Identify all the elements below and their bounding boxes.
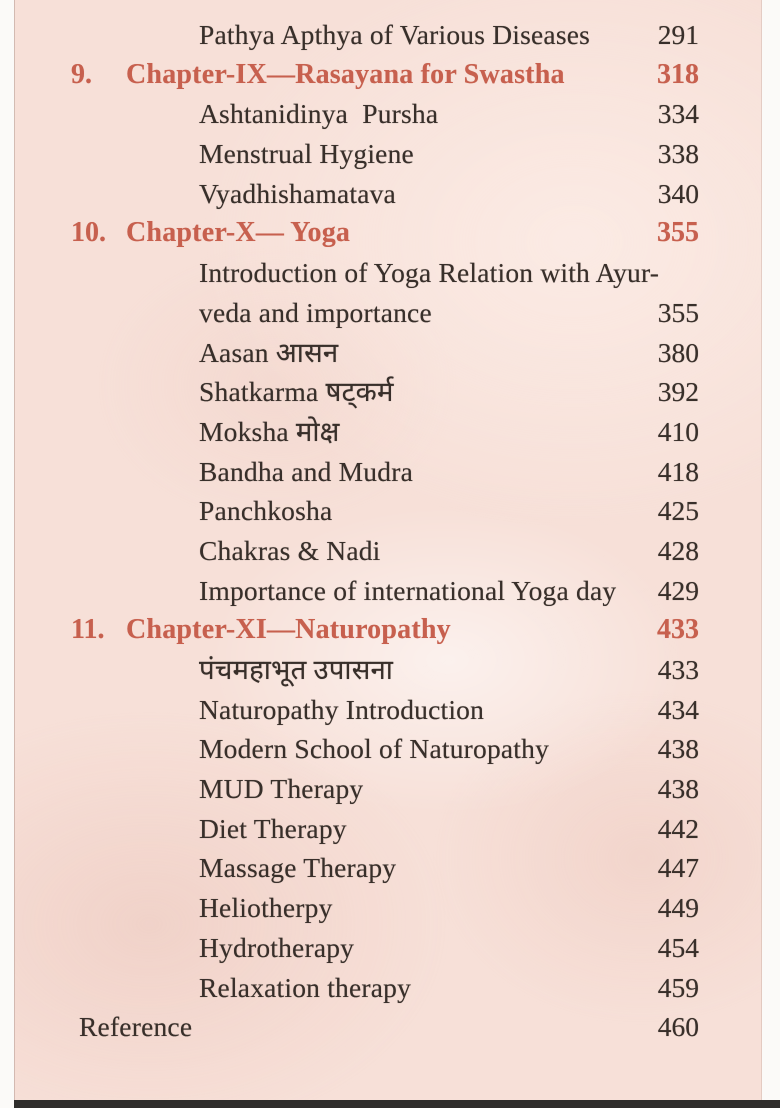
entry-title [15,1007,761,1047]
toc-entry [15,1007,761,1047]
entry-title-line: Relaxation therapy [199,971,412,1003]
entry-title [15,571,761,611]
entry-title [15,55,761,95]
toc-entry [15,174,761,214]
toc-entry [15,848,761,888]
entry-page-number: 438 [657,773,699,805]
entry-page-number: 380 [657,336,699,368]
entry-page-number: 355 [657,217,699,249]
toc-entry [15,650,761,690]
entry-title [15,174,761,214]
entry-page-number: 425 [657,495,699,527]
toc-entry [15,55,761,95]
entry-title [15,928,761,968]
entry-page-number: 355 [657,296,699,328]
toc-entry [15,729,761,769]
toc-entry [15,491,761,531]
entry-page-number: 291 [657,19,699,50]
entry-title-line: Chapter-IX—Rasayana for Swastha [126,58,565,90]
entry-title [15,134,761,174]
entry-page-number: 392 [657,376,699,408]
entry-title-line: Aasan आसन [199,336,339,368]
entry-page-number: 454 [657,931,699,963]
entry-page-number: 442 [657,812,699,844]
entry-title-line: Bandha and Mudra [199,455,413,487]
entry-title [15,491,761,531]
toc-entry [15,928,761,968]
entry-title [15,15,761,55]
entry-title-line: Modern School of Naturopathy [199,733,550,765]
paper-surface [14,0,762,1100]
entry-title [15,452,761,492]
toc-entry [15,134,761,174]
toc-entry [15,968,761,1008]
entry-title [15,809,761,849]
entry-page-number: 449 [657,892,699,924]
toc-entry [15,690,761,730]
entry-page-number: 340 [657,177,699,209]
entry-title [15,650,761,690]
entry-title-line: Shatkarma षट्कर्म [199,376,394,408]
toc-entry [15,213,761,253]
page-bottom-edge [14,1100,780,1108]
entry-title-line: Naturopathy Introduction [199,693,485,725]
entry-title [15,729,761,769]
entry-title-line: Hydrotherapy [199,931,355,963]
entry-page-number: 447 [657,852,699,884]
entry-title-line: Diet Therapy [199,812,347,844]
entry-page-number: 429 [657,574,699,606]
entry-title-line: Moksha मोक्ष [199,415,340,447]
entry-title [15,690,761,730]
entry-page-number: 318 [657,58,699,90]
entry-title [15,253,761,332]
entry-title-line: Reference [79,1011,193,1043]
entry-title-line: MUD Therapy [199,773,364,805]
toc-entry [15,452,761,492]
entry-page-number: 428 [657,534,699,566]
toc-entry [15,610,761,650]
entry-title-line: पंचमहाभूत उपासना [199,654,394,685]
entry-title [15,372,761,412]
entry-page-number: 460 [657,1011,699,1043]
toc-entry [15,253,761,332]
entry-title-line: Chapter-XI—Naturopathy [126,614,451,646]
entry-title-line: Introduction of Yoga Relation with Ayur- [199,257,660,289]
entry-title-line: Ashtanidinya Pursha [199,98,439,130]
entry-title-line: Vyadhishamatava [199,177,396,209]
toc-entry [15,531,761,571]
toc-entry [15,809,761,849]
entry-title-line: Importance of international Yoga day [199,574,617,606]
entry-title-line: veda and importance [199,296,432,328]
chapter-number: 10. [71,217,106,249]
entry-title [15,531,761,571]
toc-entry [15,769,761,809]
entry-page-number: 338 [657,138,699,170]
entry-page-number: 418 [657,455,699,487]
entry-title [15,968,761,1008]
entry-page-number: 410 [657,415,699,447]
toc-entry [15,333,761,373]
entry-title [15,94,761,134]
toc-entry [15,888,761,928]
entry-title-line: Panchkosha [199,495,333,527]
entry-page-number: 438 [657,733,699,765]
chapter-number: 11. [71,614,105,646]
entry-title-line: Chakras & Nadi [199,534,381,566]
entry-title-line: Heliotherpy [199,892,333,924]
toc-entry [15,571,761,611]
chapter-number: 9. [71,58,92,90]
toc-entry [15,412,761,452]
toc-entry [15,94,761,134]
entry-title-line: Chapter-X— Yoga [126,217,351,249]
entry-title [15,769,761,809]
entry-page-number: 433 [657,654,699,685]
entry-page-number: 459 [657,971,699,1003]
entry-page-number: 334 [657,98,699,130]
entry-title-line: Menstrual Hygiene [199,138,414,170]
entry-title [15,888,761,928]
entry-page-number: 434 [657,693,699,725]
entry-title [15,610,761,650]
entry-title [15,412,761,452]
entry-page-number: 433 [657,614,699,646]
entry-title [15,333,761,373]
entry-title [15,213,761,253]
entry-title-line: Pathya Apthya of Various Diseases [199,19,591,50]
table-of-contents [15,15,761,1047]
entry-title-line: Massage Therapy [199,852,397,884]
entry-title [15,848,761,888]
toc-entry [15,15,761,55]
toc-entry [15,372,761,412]
